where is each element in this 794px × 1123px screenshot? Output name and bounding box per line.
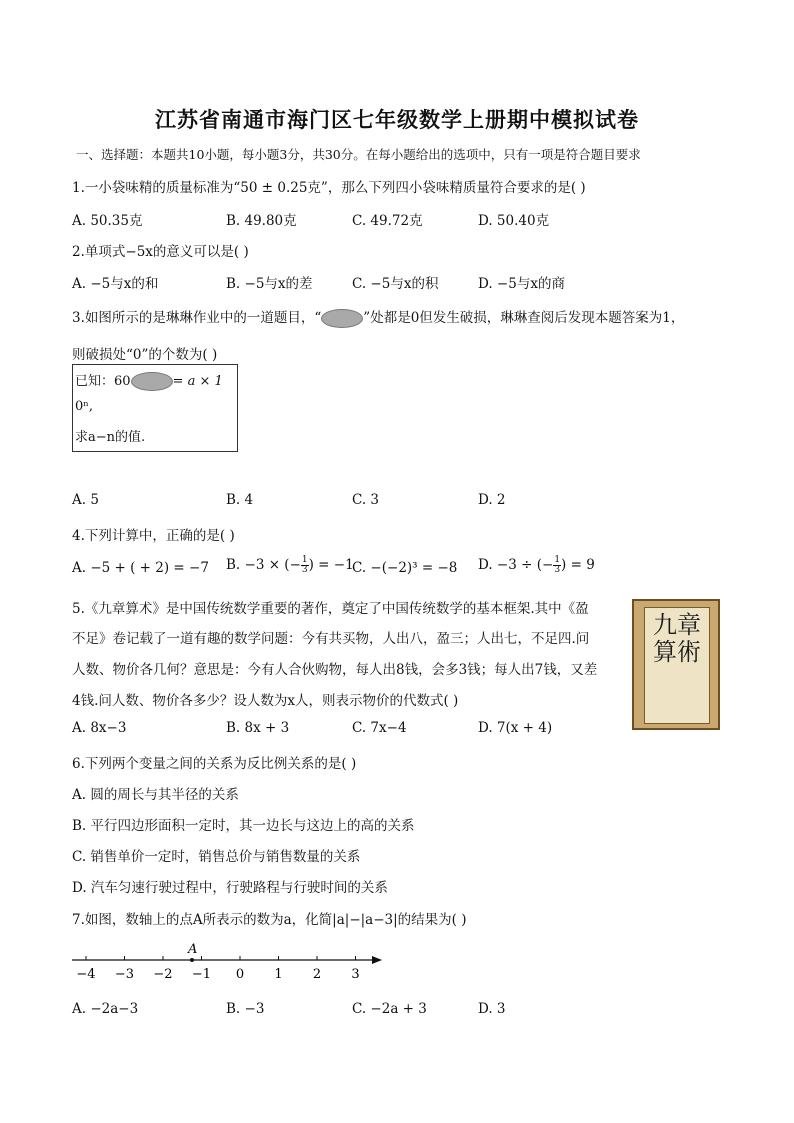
q5-option-a: A. 8x−3	[72, 720, 127, 736]
q4-option-b	[226, 556, 354, 575]
question-5-line-4: 4钱.问人数、物价各多少？设人数为x人，则表示物价的代数式( )	[72, 693, 459, 709]
question-7-stem: 7.如图，数轴上的点A所表示的数为a，化简|a|−|a−3|的结果为( )	[72, 912, 467, 928]
number-line-tick-label: −2	[153, 967, 173, 982]
homework-box	[72, 364, 238, 452]
jiuzhang-suanshu-book-image	[632, 599, 720, 730]
question-2-stem: 2.单项式−5x的意义可以是( )	[72, 244, 249, 260]
q4-option-d	[478, 556, 595, 575]
q7-option-a: A. −2a−3	[72, 1001, 139, 1017]
q4-option-c: C. −(−2)³ = −8	[352, 560, 458, 576]
q7-option-c: C. −2a + 3	[352, 1001, 427, 1017]
q1-option-b: B. 49.80克	[226, 213, 297, 229]
question-5-line-1: 5.《九章算术》是中国传统数学重要的著作，奠定了中国传统数学的基本框架.其中《盈	[72, 601, 589, 617]
q4-option-a: A. −5 + ( + 2) = −7	[72, 560, 209, 576]
q1-option-a: A. 50.35克	[72, 213, 143, 229]
q6-option-a: A. 圆的周长与其半径的关系	[72, 787, 239, 803]
q4-optd-pre: D. −3 ÷ (−	[478, 557, 554, 573]
q3-stem-post: ”处都是0但发生破损，琳琳查阅后发现本题答案为1，	[363, 310, 685, 326]
q1-option-d: D. 50.40克	[478, 213, 550, 229]
number-line-tick-label: −3	[114, 967, 135, 982]
question-1-stem: 1.一小袋味精的质量标准为“50 ± 0.25克”，那么下列四小袋味精质量符合要求的是( )	[72, 180, 586, 196]
q4-optd-post: ) = 9	[561, 557, 595, 573]
question-6-stem: 6.下列两个变量之间的关系为反比例关系的是( )	[72, 756, 357, 772]
question-3-stem	[72, 306, 684, 328]
number-line-arrow-icon	[372, 956, 382, 964]
q1-option-c: C. 49.72克	[352, 213, 423, 229]
q7-option-b: B. −3	[226, 1001, 265, 1017]
number-line-tick-label: 1	[274, 967, 283, 982]
fraction-one-third	[301, 556, 309, 575]
q3-option-d: D. 2	[478, 492, 506, 508]
box-line-3: 求a−n的值.	[75, 430, 146, 445]
number-line-tick-label: 0	[235, 967, 245, 982]
box-line-1	[75, 370, 223, 391]
fraction-one-third	[553, 556, 561, 575]
number-line-tick-label: −1	[191, 967, 212, 982]
q2-option-b: B. −5与x的差	[226, 276, 313, 292]
question-4-stem: 4.下列计算中，正确的是( )	[72, 528, 235, 544]
box-line1-pre: 已知：60	[75, 374, 131, 389]
q4-optb-post: ) = −1	[308, 557, 354, 573]
question-3-stem-line2: 则破损处“0”的个数为( )	[72, 347, 218, 363]
number-line-tick-label: 2	[312, 967, 322, 982]
question-5-line-2: 不足》卷记载了一道有趣的数学问题：今有共买物，人出八，盈三；人出七，不足四.问	[72, 631, 590, 647]
point-a-label: A	[188, 942, 198, 957]
q7-option-d: D. 3	[478, 1001, 506, 1017]
q5-option-c: C. 7x−4	[352, 720, 407, 736]
book-title-text: 九章算術	[653, 611, 701, 666]
box-line-2: 0ⁿ,	[75, 399, 94, 414]
fraction-denominator: 3	[554, 565, 561, 575]
q3-option-c: C. 3	[352, 492, 380, 508]
box-line1-post: = a × 1	[172, 374, 223, 389]
q3-option-b: B. 4	[226, 492, 254, 508]
q3-stem-pre: 3.如图所示的是琳琳作业中的一道题目，“	[72, 310, 322, 326]
q6-option-b: B. 平行四边形面积一定时，其一边长与这边上的高的关系	[72, 818, 415, 834]
page-title: 江苏省南通市海门区七年级数学上册期中模拟试卷	[155, 107, 639, 132]
point-a-marker	[190, 958, 194, 962]
q4-optb-pre: B. −3 × (−	[226, 557, 301, 573]
number-line-tick-label: −4	[76, 967, 96, 982]
number-line-figure	[70, 942, 390, 984]
damaged-oval-icon	[131, 372, 173, 391]
q3-option-a: A. 5	[72, 492, 99, 508]
q5-option-d: D. 7(x + 4)	[478, 720, 553, 736]
q2-option-c: C. −5与x的积	[352, 276, 439, 292]
question-5-line-3: 人数、物价各几何？意思是：今有人合伙购物，每人出8钱，会多3钱；每人出7钱，又差	[72, 662, 598, 678]
section-heading: 一、选择题：本题共10小题，每小题3分，共30分。在每小题给出的选项中，只有一项是符合题目要求	[76, 147, 641, 162]
fraction-denominator: 3	[301, 565, 308, 575]
fraction-numerator: 1	[554, 555, 561, 565]
q6-option-d: D. 汽车匀速行驶过程中，行驶路程与行驶时间的关系	[72, 880, 388, 896]
q2-option-d: D. −5与x的商	[478, 276, 565, 292]
book-cover-label	[644, 607, 710, 724]
q5-option-b: B. 8x + 3	[226, 720, 290, 736]
q2-option-a: A. −5与x的和	[72, 276, 159, 292]
damaged-oval-icon	[321, 309, 363, 328]
fraction-numerator: 1	[301, 555, 308, 565]
q6-option-c: C. 销售单价一定时，销售总价与销售数量的关系	[72, 849, 361, 865]
number-line-tick-label: 3	[351, 967, 360, 982]
